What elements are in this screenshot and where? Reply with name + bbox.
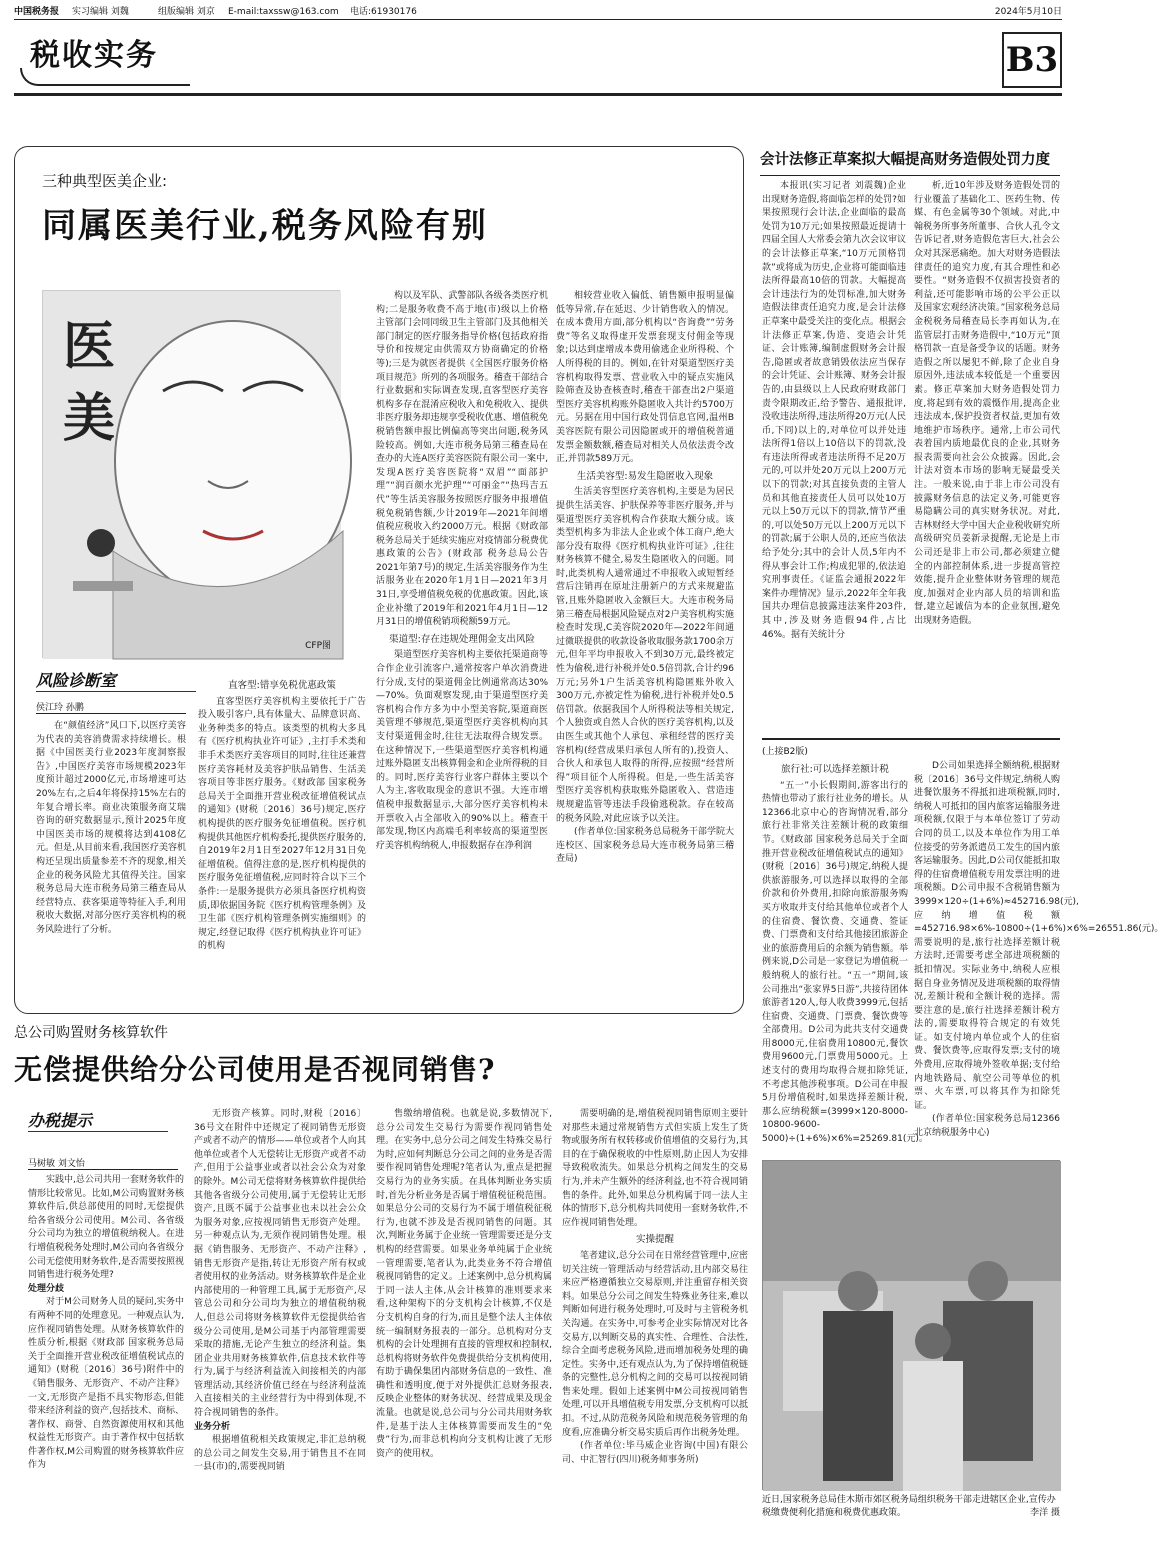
tips-label-box [28, 1108, 168, 1132]
illus-credit: CFP图 [305, 641, 331, 651]
article3-col4: 需要明确的是,增值税视同销售原则主要针对那些未通过常规销售方式但实质上发生了货物或服务所有权转移或价值增值的交易行为,其目的在于确保税收的中性原则,防止因人为安排导致税收流失。如果总分机构之间发生的交易行为,并未产生额外的经济利益,也不符合视同销售的条件。此外,如果总分机构属于同一法人主体的情形下,总分机构共同使用一套财务软件,不应作视同销售处理。 实操提醒 笔者建议,总分公司在日常经营管理中,应密切关注统一管理活动与经营活动,且内部交易往来应严格遵循独立交易原则,并注重留存相关资料。如果总分公司之间发生特殊业务往来,难以判断如何进行税务处理时,可及时与主管税务机关沟通。在实务中,可参考企业实际情况对比各交易方,以判断交易的真实性、合理性、合法性,综合全面考虑税务风险,进而增加税务处理的确定性。实务中,还有观点认为,为了保持增值税链条的完整性,总分机构之间的交易可以按视同销售来处理。假如上述案例中M公司按视同销售处理,可以开具增值税专用发票,分支机构可以抵扣。不过,从防范税务风险和规范税务管理的角度看,应准确分析交易实质后再作出税务处理。 (作者单位:毕马威企业咨询(中国)有限公司、中汇智行(四川)税务师事务所) [562, 1109, 748, 1465]
article1-authors: 侯江玲 孙鹏 [36, 700, 186, 714]
continued-from: (上接B2版) [762, 747, 808, 757]
column-label-box [36, 668, 196, 692]
paper-name: 中国税务报 [14, 7, 60, 17]
illus-characters: 医美 [63, 317, 116, 449]
layout-editor: 组版编辑 刘京 [158, 7, 215, 17]
intern-editor: 实习编辑 刘魏 [72, 7, 129, 17]
continued-divider [762, 738, 1060, 740]
article3-sub-disagreement: 处理分歧 [28, 1283, 65, 1294]
continued-sub: 旅行社:可以选择差额计税 [781, 764, 889, 775]
article3-col3: 售缴纳增值税。也就是说,多数情况下,总分公司发生交易行为需要作视同销售处理。在实务中,总分公司之间发生特殊交易行为时,应如何判断总分公司之间的业务是否需要作视同销售处理呢?笔者认为,重点是把握交易行为的业务实质。在具体判断业务实质时,首先分析业务是否属于增值税征税范围。如果总分公司的交易行为不属于增值税征税行为,也就不涉及是否视同销售的问题。其次,判断业务属于企业统一管理需要还是分支机构的经营需要。如果业务单纯属于企业统一管理需要,笔者认为,此类业务不符合增值税视同销售的定义。上述案例中,总分机构属于同一法人主体,从会计核算的准则要求来看,这种架构下的分支机构会计核算,不仅是分支机构自身的行为,而且是整个法人主体依统一编制财务报表的一部分。总机构对分支机构的会计处理拥有直接的管理权和控制权,总机构将财务软件免费提供给分支机构使用,有助于确保集团内部财务信息的一致性、准确性和透明度,便于对外提供汇总财务报表,反映企业整体的财务状况、经营成果及现金流量。也就是说,总公司与分公司共用财务软件,是基于法人主体核算需要而发生的“免费”行为,而非总机构向分支机构让渡了无形资产的使用权。 [376, 1109, 552, 1459]
section-swash [20, 68, 190, 86]
article1-sub-life: 生活美容型:易发生隐匿收入现象 [576, 470, 714, 482]
continued-col1: 旅行社:可以选择差额计税 “五一”小长假期间,游客出行的热情也带动了旅行社业务的增长。从12366北京中心的咨询情况看,部分旅行社非常关注差额计税的政策细节。《财政部 国家税务总局关于全面推开营业税改征增值税试点的通知》(财税〔2016〕36号)规定,纳税人提供旅游服务,可以选择以取得的全部价款和价外费用,扣除向旅游服务购买方收取并支付给其他单位或者个人的住宿费、餐饮费、交通费、签证费、门票费和支付给其他接团旅游企业的旅游费用后的余额为销售额。举例来说,D公司是一家登记为增值税一般纳税人的旅行社。“五一”期间,该公司推出“张家界5日游”,共接待团体旅游者120人,每人收费3999元,包括住宿费、交通费、门票费、餐饮费等全部费用。D公司为此共支付交通费用8000元,住宿费用10800元,餐饮费用9600元,门票费用5000元。上述支付的费用均取得合规扣除凭证,不考虑其他涉税事项。D公司在申报5月份增值税时,如果选择差额计税,那么应纳税额=(3999×120-8000-10800-9600-5000)÷(1+6%)×6%=25269.81(元)。 [762, 764, 928, 1145]
article1-col2: 直客型:错享免税优惠政策 直客型医疗美容机构主要依托于广告投入吸引客户,具有体量大、品牌意识高、业务种类多的特点。该类型的机构大多具有《医疗机构执业许可证》,主打手术类和非手术类医疗美容项目的同时,往往还兼营医疗美容耗材及美容护肤品销售、生活美容项目等非医疗服务。《财政部 国家税务总局关于全面推开营业税改征增值税试点的通知》(财税〔2016〕36号)规定,医疗机构提供的医疗服务免征增值税。医疗机构提供其他医疗机构委托,提供医疗服务的,自2019年2月1日至2027年12月31日免征增值税。值得注意的是,医疗机构提供的医疗服务免征增值税,应同时符合以下三个条件:一是服务提供方必须具备医疗机构资质,即依据国务院《医疗机构管理条例》及卫生部《医疗机构管理条例实施细则》的规定,经登记取得《医疗机构执业许可证》的机构 [198, 680, 366, 952]
news-photo [762, 1160, 1060, 1490]
date: 2024年5月10日 [994, 7, 1062, 17]
photo-caption-text: 近日,国家税务总局佳木斯市郊区税务局组织税务干部走进辖区企业,宣传办税缴费便利化措施和税费优惠政策。 [762, 1495, 1056, 1518]
column-label: 风险诊断室 [36, 671, 117, 690]
article3-col1: 实践中,总公司共用一套财务软件的情形比较常见。比如,M公司购置财务核算软件后,供总部使用的同时,无偿提供给各省级分公司使用。M公司、各省级分公司均为独立的增值税纳税人。在进行增值税税务处理时,M公司向各省级分公司无偿使用财务软件,是否需要按照视同销售进行税务处理? 处理分歧 对于M公司财务人员的疑问,实务中有两种不同的处理意见。一种观点认为,应作视同销售处理。从财务核算软件的性质分析,根据《财政部 国家税务总局关于全面推开营业税改征增值税试点的通知》(财税〔2016〕36号)附件中的《销售服务、无形资产、不动产注释》一文,无形资产是指不具实物形态,但能带来经济利益的资产,包括技术、商标、著作权、商誉、自然资源使用权和其他权益性无形资产。由于著作权中包括软件著作权,M公司购置的财务核算软件应作为 [28, 1175, 184, 1471]
top-bar [14, 4, 1062, 20]
article3-authors: 马树敏 刘文怡 [28, 1156, 178, 1170]
phone: 电话:61930176 [350, 7, 417, 17]
article1-sub-direct: 直客型:错享免税优惠政策 [228, 680, 336, 691]
article2-headline: 会计法修正草案拟大幅提高财务造假处罚力度 [760, 148, 1060, 176]
article2-col1: 本报讯(实习记者 刘震魏)企业出现财务造假,将面临怎样的处罚?如果按照现行会计法,企业面临的最高处罚为10万元;如果按照最近提请十四届全国人大常委会第九次会议审议的会计法修正草案,“10万元顶格罚款”或将成为历史,企业将可能面临违法所得最高10倍的罚款。大幅提高会计违法行为的处罚标准,加大财务造假法律责任追究力度,是会计法修正草案中最受关注的变化点。根据会计法修正草案,伪造、变造会计凭证、会计账簿,编制虚假财务会计报告,隐匿或者故意销毁依法应当保存的会计凭证、会计账簿、财务会计报告的,由县级以上人民政府财政部门责令限期改正,给予警告、通报批评,没收违法所得,违法所得20万元(人民币,下同)以上的,对单位可以并处违法所得1倍以上10倍以下的罚款,没有违法所得或者违法所得不足20万元的,可以并处20万元以上200万元以下的罚款;对其直接负责的主管人员和其他直接责任人员可以处10万元以上50万元以下的罚款,情节严重的,可以处50万元以上200万元以下的罚款;属于公职人员的,还应当依法给予处分;其中的会计人员,5年内不得从事会计工作;构成犯罪的,依法追究刑事责任。《证监会通报2022年案件办理情况》显示,2022年全年我国共办理信息披露违法案件203件,其中,涉及财务造假94件,占比46%。据有关统计分 [762, 181, 907, 640]
article1-col1: 在“颜值经济”风口下,以医疗美容为代表的美容消费需求持续增长。根据《中国医美行业2023年度洞察报告》,中国医疗美容市场规模2023年度预计超过2000亿元,市场增速可达20%左右,之后4年将保持15%左右的年复合增长率。商业决策服务商艾瑞咨询的研究数据显示,预计2025年度中国医美市场的规模将达到4108亿元。但是,从目前来看,我国医疗美容机构还呈现出质量参差不齐的现象,相关企业的税务风险尤其值得关注。国家税务总局大连市税务局第三稽查局从经营特点、获客渠道等特征入手,利用税收大数据,对部分医疗美容机构的税务风险进行了分析。 [36, 721, 186, 935]
email: E-mail:taxssw@163.com [228, 7, 339, 17]
page-number: B3 [1002, 32, 1062, 88]
masthead [14, 24, 1062, 96]
article1-col3: 构以及军队、武警部队各级各类医疗机构;二是服务收费不高于地(市)级以上价格主管部门会同同级卫生主管部门及其他相关部门制定的医疗服务指导价格(包括政府指导价和按规定由供需双方协商确定的价格等);三是为就医者提供《全国医疗服务价格项目规范》所列的各项服务。稽查干部结合行业数据和实际调查发现,直客型医疗美容机构多存在混淆应税收入和免税收入、提供非医疗服务却违规享受税收优惠、增值税免税销售额申报比例偏高等突出问题,税务风险较高。例如,大连市税务局第三稽查局在查办的大连A医疗美容医院有限公司一案中,发现A医疗美容医院将“双眉”“面部护理”“润百颜水光护理”“可丽金”“热玛吉五代”等生活美容服务按照医疗服务申报增值税免税销售额,少计2019年—2021年间增值税应税收入约2000万元。根据《财政部 税务总局关于延续实施应对疫情部分税费优惠政策的公告》(财政部 税务总局公告2021年第7号)的规定,生活美容服务作为生活服务业在2020年1月1日—2021年3月31日,享受增值税免税的优惠政策。因此,该企业补缴了2019年和2021年4月1日—12月31日的增值税销项税额59万元。 渠道型:存在违规处理佣金支出风险 渠道型医疗美容机构主要依托渠道商等合作企业引流客户,通常按客户单次消费进行分成,支付的渠道佣金比例通常高达30%—70%。负面观察发现,由于渠道型医疗美容机构合作方多为中小型美容院,渠道商医美管理不够规范,渠道型医疗美容机构向其支付渠道佣金时,往往无法取得合规发票。在这种情况下,一些渠道型医疗美容机构通过账外隐匿支出核算佣金和企业所得税的目的。同时,医疗美容行业客户群体主要以个人为主,客收取现金的意识不强。大连市增值税申报数据显示,大部分医疗美容机构未开票收入占全部收入的90%以上。稽查干部发现,物区内高端毛利率较高的渠道型医疗美容机构纳税人,申报数据存在净利润 [376, 291, 548, 851]
article3-headline: 无偿提供给分公司使用是否视同销售? [14, 1053, 496, 1086]
article3-kicker: 总公司购置财务核算软件 [14, 1025, 168, 1041]
article1-kicker: 三种典型医美企业: [42, 172, 168, 190]
tips-label: 办税提示 [28, 1111, 93, 1130]
section-title: 税收实务 [30, 38, 158, 73]
article3-col2: 无形资产核算。同时,财税〔2016〕36号文在附件中还规定了视同销售无形资产或者不动产的情形——单位或者个人向其他单位或者个人无偿转让无形资产或者不动产,但用于公益事业或者以社会公众为对象的除外。M公司无偿将财务核算软件提供给其他各省级分公司使用,属于无偿转让无形资产,且既不属于公益事业也未以社会公众为服务对象,应按视同销售无形资产处理。另一种观点认为,无须作视同销售处理。根据《销售服务、无形资产、不动产注释》,销售无形资产是指,转让无形资产所有权或者使用权的业务活动。财务核算软件是企业内部使用的一种管理工具,属于无形资产,尽管总公司和分公司均为独立的增值税纳税人,但总公司将财务核算软件无偿提供给省级分公司使用,是M公司基于内部管理需要采取的措施,无论产生独立的经济利益。集团企业共用财务核算软件,信息技术软件等行为,属于与经济利益流入间接相关的内部管理活动,其经济价值已经在与经济利益流入直接相关的主业经营行为中得到体现,不符合视同销售的条件。 业务分析 根据增值税相关政策规定,非汇总纳税的总公司之间发生交易,用于销售且不在同一县(市)的,需要视同销 [194, 1109, 366, 1473]
photo-caption [762, 1494, 1060, 1520]
medical-beauty-illustration [42, 290, 340, 658]
photo-credit: 李洋 摄 [1030, 1508, 1060, 1518]
article3-sub-tips: 实操提醒 [635, 1234, 674, 1246]
article2-col2: 析,近10年涉及财务造假处罚的行业覆盖了基础化工、医药生物、传媒、有色金属等30个领域。对此,中翰税务所事务所董事、合伙人孔令文告诉记者,财务造假危害巨大,社会公众对其深恶痛绝。加大对财务造假法律责任的追究力度,有其合理性和必要性。“财务造假不仅损害投资者的利益,还可能影响市场的公平公正以及国家宏观经济决策。”国家税务总局金税税务局稽查局长李再如认为,在监管层打击财务造假中,“10万元”顶格罚款一直是备受争议的话题。财务造假之所以屡犯不鲜,除了企业自身原因外,违法成本较低是一个重要因素。修正草案加大财务造假处罚力度,将起到有效的震慑作用,提高企业违法成本,保护投资者权益,更加有效地维护市场秩序。通常,上市公司代表着国内质地最优良的企业,其财务报表需要向社会公众披露。因此,会计法对资本市场的影响无疑最受关注。一般来说,由于非上市公司没有披露财务信息的法定义务,可能更容易隐瞒公司的真实财务状况。对此,吉林财经大学中国大企业税收研究所高级研究员姜新录提醒,无论是上市公司还是非上市公司,都必须建立健全的内部控制体系,进一步提高管控效能,提升企业整体财务管理的规范度,加强对企业内部人员的培训和监督,建立起诚信为本的企业氛围,避免出现财务造假。 [914, 181, 1060, 626]
article3-sub-analysis: 业务分析 [194, 1421, 231, 1432]
article1-headline: 同属医美行业,税务风险有别 [42, 206, 488, 246]
article1-col4: 相较营业收入偏低、销售额申报明显偏低等异常,存在延迟、少计销售收入的情况。在成本费用方面,部分机构以“咨询费”“劳务费”等名义取得虚开发票套现支付佣金等现象;以达到虚增成本费用偷逃企业所得税、个人所得税的目的。例如,在针对渠道型医疗美容机构取得发票、营业收入中的疑点实施风险筛查及协查核查时,稽查干部查出2户渠道型医疗美容机构账外隐匿收入共计约5700万元。另据在用中国行政处罚信息官网,温州B美容医院有限公司因隐匿或开的增值税普通发票金额数额,稽查局对相关人员依法责令改正,并罚款589万元。 生活美容型:易发生隐匿收入现象 生活美容型医疗美容机构,主要是为居民提供生活美容、护肤保养等非医疗服务,并与渠道型医疗美容机构合作获取大额分成。该类型机构多为非法人企业或个体工商户,绝大部分没有取得《医疗机构执业许可证》,往往财务核算不健全,易发生隐匿收入的问题。同时,此类机构人通常通过不申报收入或短暂经营后注销再在原址注册新户的方式来规避监管,且账外隐匿收入金额巨大。大连市税务局第三稽查局根据风险疑点对2户美容机构实施检查时发现,C美容院2020年—2022年间通过微联提供的收款设备收取服务款1700余万元,但年平均申报收入不到30万元,最终被定性为偷税,进行补税并处0.5倍罚款,合计约96万元;另外1户生活美容机构隐匿账外收入300万元,亦被定性为偷税,进行补税并处0.5倍罚款。依据我国个人所得税法等相关规定,个人独资或自然人合伙的医疗美容机构,以及由医生或其他个人承包、承租经营的医疗美容机构(经营成果归承包人所有的),投资人、合伙人和承包人取得的所得,应按照“经营所得”项目征个人所得税。但是,一些生活美容型医疗美容机构获取账外隐匿收入、营造违规规避监管等违法手段偷逃税款。存在较高的税务风险,对此应该予以关注。 (作者单位:国家税务总局税务干部学院大连校区、国家税务总局大连市税务局第三稽查局) [556, 291, 734, 865]
continued-col2: D公司如果选择全额纳税,根据财税〔2016〕36号文件规定,纳税人购进餐饮服务不得抵扣进项税额,同时,纳税人可抵扣的国内旅客运输服务进项税额,仅限于与本单位签订了劳动合同的员工,以及本单位作为用工单位接受的劳务派遣员工发生的国内旅客运输服务。因此,D公司仅能抵扣取得的住宿费增值税专用发票注明的进项税额。D公司申报不含税销售额为3999×120÷(1+6%)≈452716.98(元),应纳增值税额=452716.98×6%-10800÷(1+6%)×6%=26551.86(元)。需要说明的是,旅行社选择差额计税方法时,还需要考虑全部进项税额的抵扣情况。实际业务中,纳税人应根据自身业务情况及进项税额的取得情况,差额计税和全额计税的选择。需要注意的是,旅行社选择差额计税方法的,需要取得符合规定的有效凭证。如支付境内单位或个人的住宿费、餐饮费等,应取得发票;支付的境外费用,应取得境外签收单据;支付给内地铁路局、航空公司等单位的机票、火车票,可以将其作为扣除凭证。 (作者单位:国家税务总局12366北京纳税服务中心) [914, 761, 1163, 1139]
article1-sub-channel: 渠道型:存在违规处理佣金支出风险 [389, 633, 535, 645]
